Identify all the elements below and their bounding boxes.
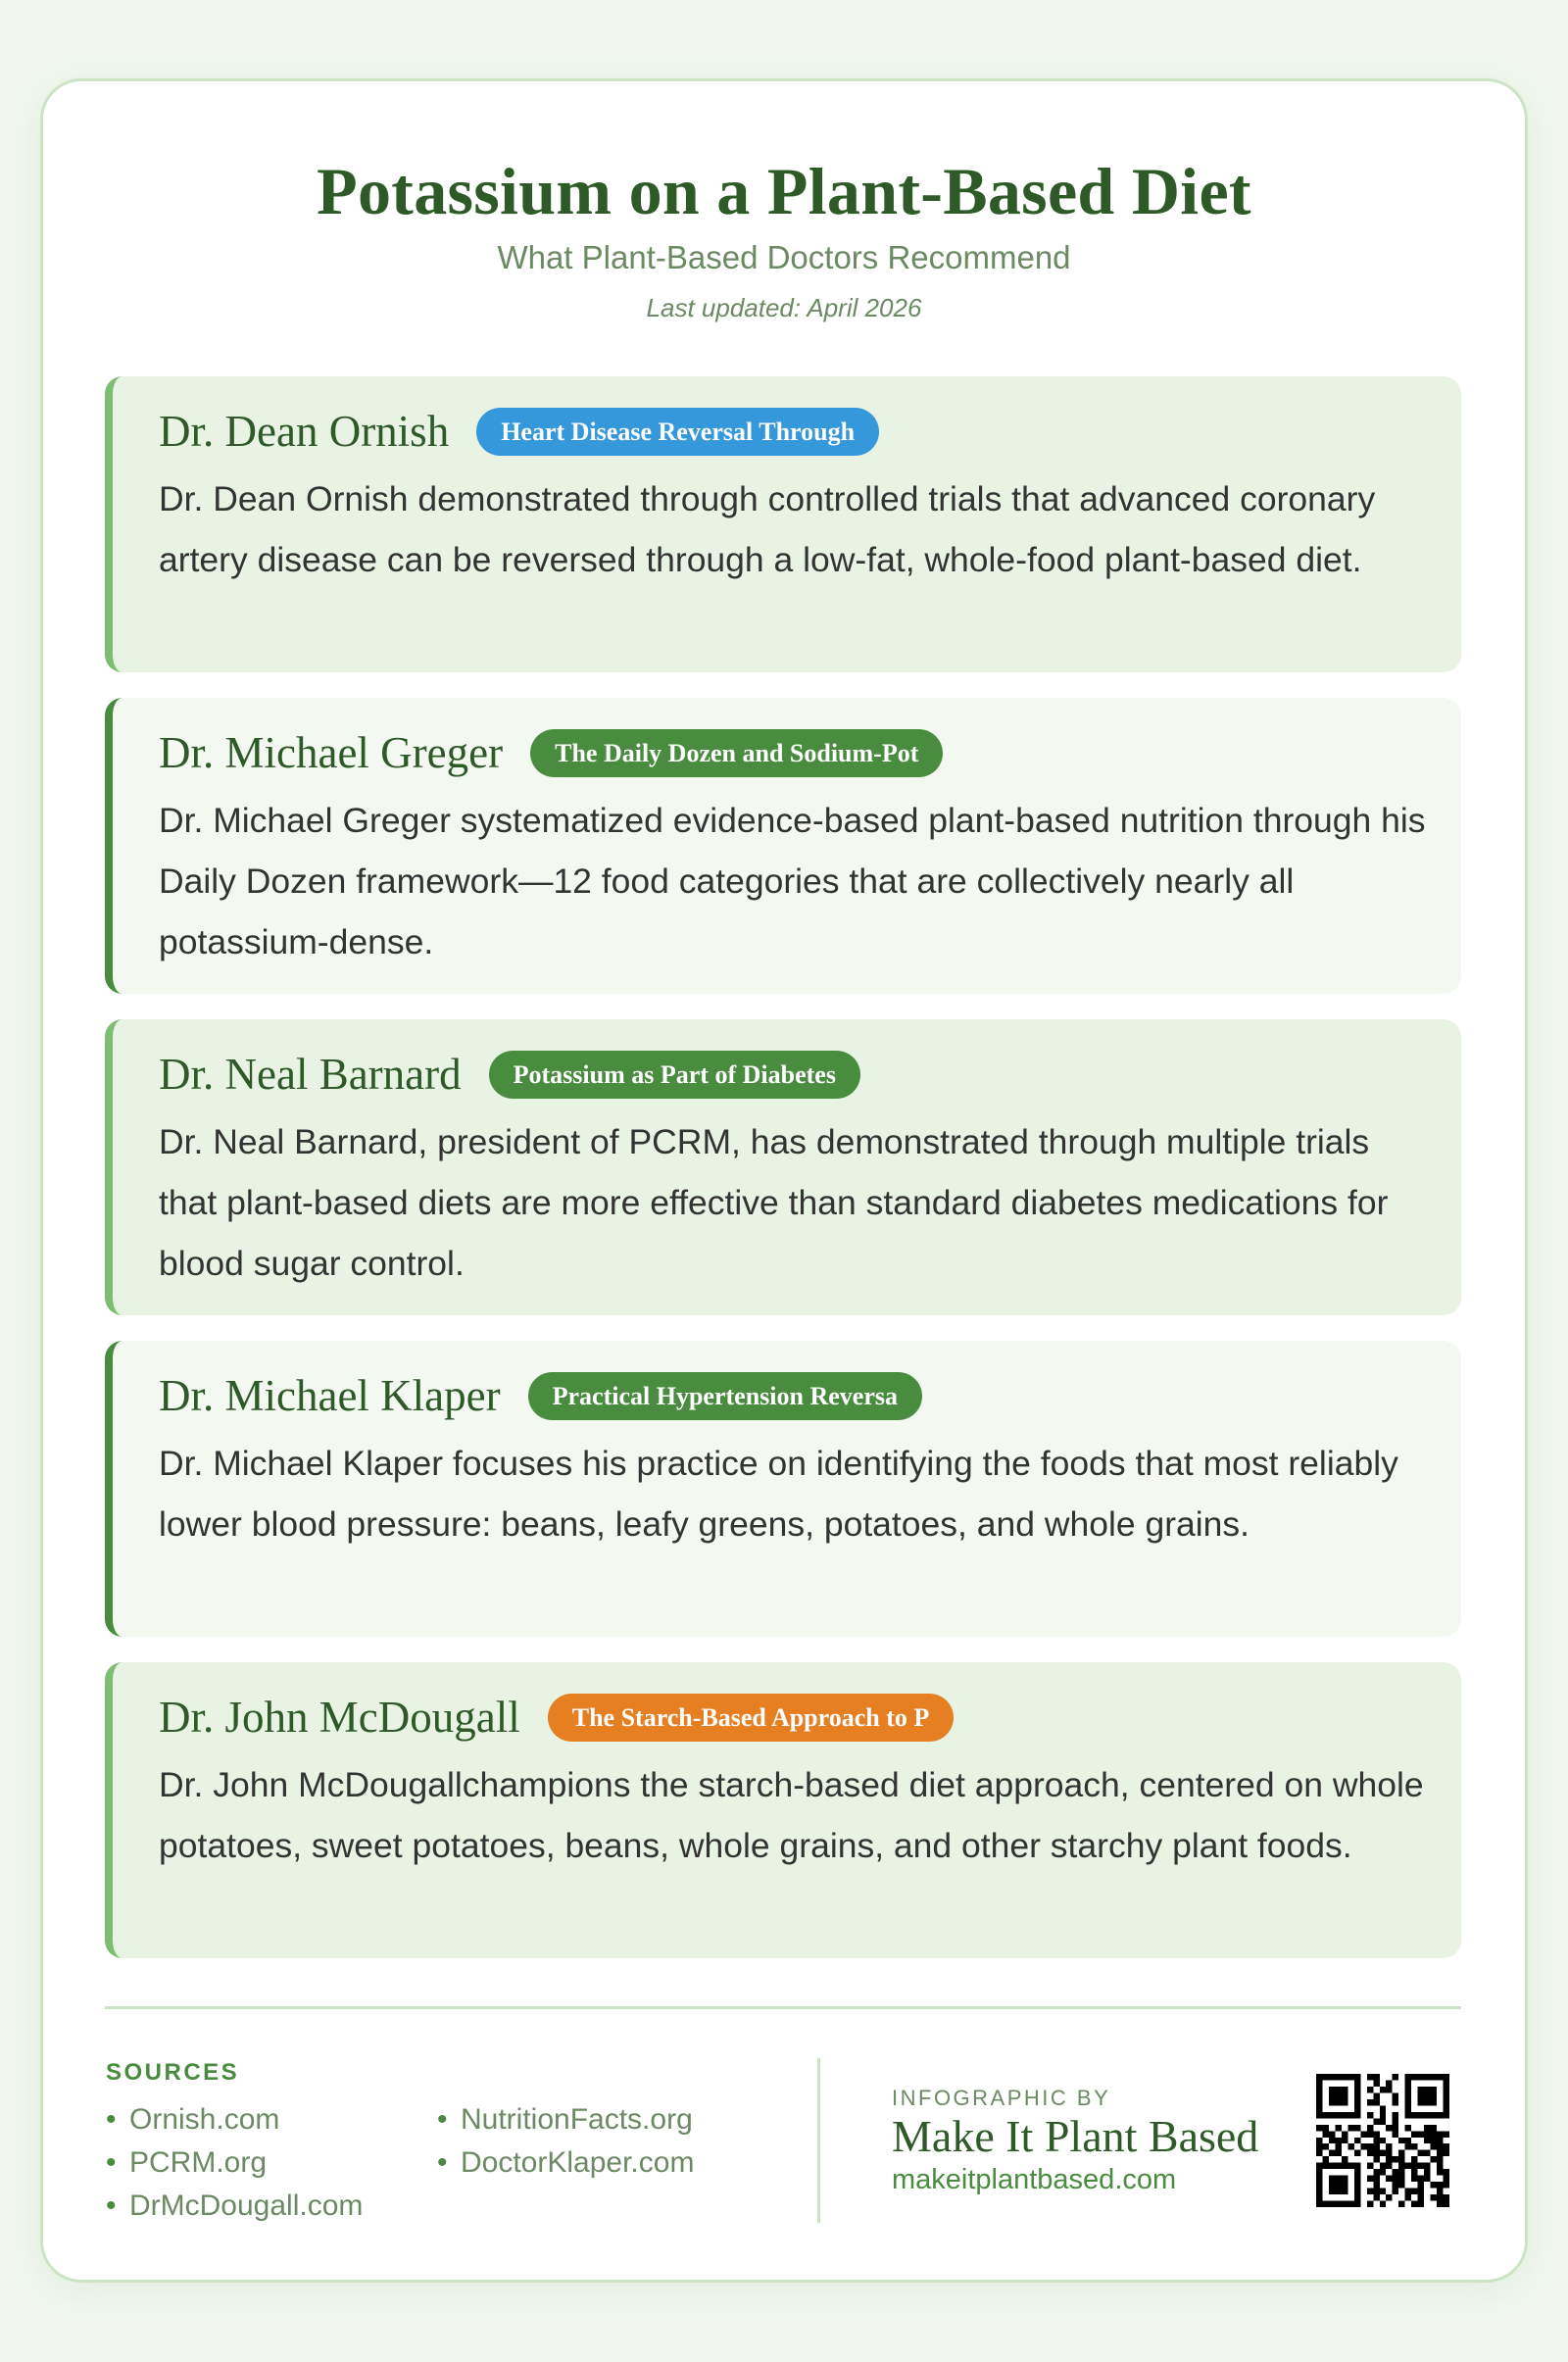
doctor-description: Dr. Dean Ornish demonstrated through controlled trials that advanced coronary artery disease can be reversed through a low-fat, whole-food plant-based diet. bbox=[159, 479, 1376, 579]
doctor-description: Dr. Michael Greger systematized evidence-based plant-based nutrition through his Daily Dozen framework—12 food categories that are collectively nearly all potassium-dense. bbox=[159, 801, 1426, 961]
doctor-name: Dr. Neal Barnard bbox=[159, 1050, 462, 1099]
doctor-description: Dr. Michael Klaper focuses his practice on identifying the foods that most reliably lower blood pressure: beans, leafy greens, potatoes, and whole grains. bbox=[159, 1444, 1398, 1544]
doctor-name: Dr. Michael Greger bbox=[159, 728, 504, 777]
brand-kicker: INFOGRAPHIC BY bbox=[892, 2086, 1111, 2110]
doctor-card-ornish bbox=[105, 376, 1461, 672]
doctor-card-greger bbox=[105, 698, 1461, 994]
topic-badge: Heart Disease Reversal Through bbox=[476, 408, 879, 456]
topic-badge: Practical Hypertension Reversa bbox=[528, 1372, 922, 1420]
topic-badge: Potassium as Part of Diabetes bbox=[489, 1051, 860, 1099]
source-item bbox=[106, 2098, 363, 2141]
source-item bbox=[106, 2141, 363, 2185]
source-link: Ornish.com bbox=[129, 2103, 280, 2136]
card-header bbox=[159, 402, 879, 461]
source-link: DoctorKlaper.com bbox=[461, 2146, 695, 2179]
topic-badge: The Starch-Based Approach to P bbox=[548, 1694, 955, 1742]
brand-name: Make It Plant Based bbox=[892, 2111, 1259, 2161]
topic-badge: The Daily Dozen and Sodium-Pot bbox=[530, 729, 943, 777]
page-subtitle: What Plant-Based Doctors Recommend bbox=[497, 239, 1071, 275]
source-item bbox=[106, 2185, 363, 2228]
card-header bbox=[159, 1688, 954, 1747]
card-header bbox=[159, 1366, 922, 1425]
qr-code-icon bbox=[1316, 2074, 1449, 2207]
bullet-icon: • bbox=[106, 2190, 117, 2222]
footer-divider bbox=[105, 2006, 1461, 2009]
bullet-icon: • bbox=[106, 2146, 117, 2179]
doctor-description: Dr. John McDougallchampions the starch-based diet approach, centered on whole potatoes, sweet potatoes, beans, whole grains, and other starchy plant foods. bbox=[159, 1765, 1424, 1865]
source-link: DrMcDougall.com bbox=[129, 2190, 364, 2222]
page-title: Potassium on a Plant-Based Diet bbox=[317, 154, 1251, 228]
footer-vertical-divider bbox=[817, 2058, 820, 2223]
bullet-icon: • bbox=[437, 2146, 448, 2179]
source-link: PCRM.org bbox=[129, 2146, 268, 2179]
doctor-name: Dr. John McDougall bbox=[159, 1693, 520, 1742]
doctor-description: Dr. Neal Barnard, president of PCRM, has demonstrated through multiple trials that plant-based diets are more effective than standard diabetes medications for blood sugar control. bbox=[159, 1122, 1389, 1283]
sources-heading: SOURCES bbox=[106, 2059, 240, 2086]
doctor-card-mcdougall bbox=[105, 1662, 1461, 1958]
doctor-name: Dr. Michael Klaper bbox=[159, 1371, 501, 1420]
doctor-card-barnard bbox=[105, 1019, 1461, 1315]
source-link: NutritionFacts.org bbox=[461, 2103, 693, 2136]
source-item bbox=[437, 2098, 694, 2141]
brand-block bbox=[892, 2086, 1258, 2197]
sources-list-col2 bbox=[437, 2098, 694, 2185]
header bbox=[0, 152, 1568, 322]
last-updated: Last updated: April 2026 bbox=[646, 293, 922, 322]
card-header bbox=[159, 1045, 860, 1104]
bullet-icon: • bbox=[106, 2103, 117, 2136]
card-header bbox=[159, 723, 943, 782]
doctor-name: Dr. Dean Ornish bbox=[159, 407, 450, 456]
doctor-card-klaper bbox=[105, 1341, 1461, 1637]
bullet-icon: • bbox=[437, 2103, 448, 2136]
sources-list-col1 bbox=[106, 2098, 363, 2228]
source-item bbox=[437, 2141, 694, 2185]
brand-url: makeitplantbased.com bbox=[892, 2164, 1177, 2195]
